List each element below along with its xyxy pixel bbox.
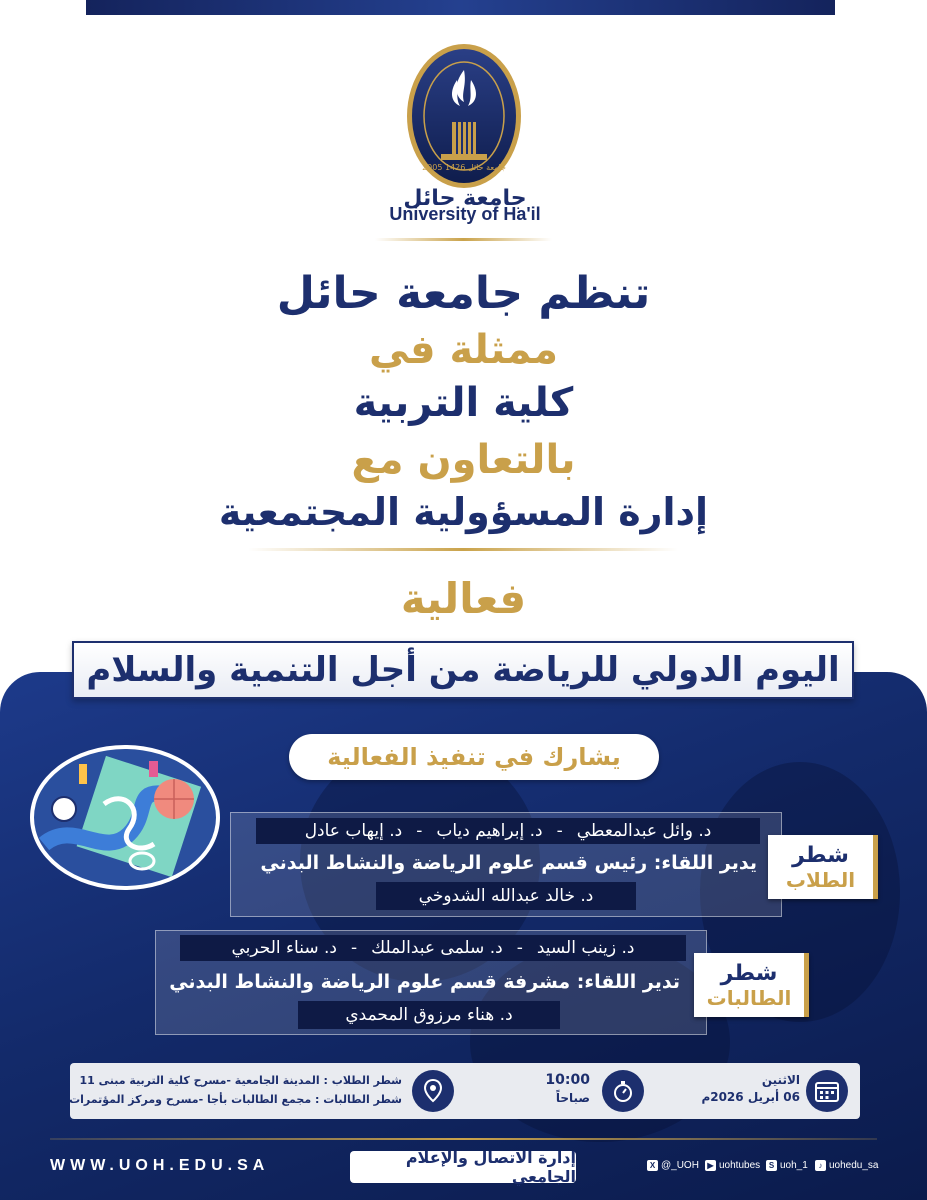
headline-represented: ممثلة في bbox=[368, 327, 559, 373]
participants-label: يشارك في تنفيذ الفعالية bbox=[289, 734, 659, 780]
male-moderator-line: يدير اللقاء: رئيس قسم علوم الرياضة والنشاط البدني bbox=[260, 852, 757, 874]
male-speakers-row bbox=[256, 818, 760, 844]
speaker-name: د. إبراهيم دياب bbox=[436, 821, 543, 841]
sports-illustration bbox=[30, 745, 220, 890]
top-banner-bar bbox=[86, 0, 835, 15]
location-female bbox=[69, 1091, 402, 1108]
location-female-label: شطر الطالبات : bbox=[315, 1093, 402, 1106]
location-female-value: مجمع الطالبات بأجا -مسرح ومركز المؤتمرات bbox=[69, 1093, 312, 1106]
youtube-icon: ▶ bbox=[705, 1160, 716, 1171]
speaker-separator: - bbox=[516, 938, 523, 958]
stopwatch-icon bbox=[602, 1070, 644, 1112]
speaker-separator: - bbox=[351, 938, 358, 958]
male-section-tag bbox=[768, 835, 878, 899]
speaker-name: د. سناء الحربي bbox=[231, 938, 337, 958]
university-name-en: University of Ha'il bbox=[389, 204, 541, 224]
headline-cooperation: بالتعاون مع bbox=[351, 437, 576, 483]
location-male-label: شطر الطلاب : bbox=[323, 1074, 402, 1087]
event-date: 06 أبريل 2026م bbox=[701, 1090, 800, 1104]
location-male-value: المدينة الجامعية -مسرح كلية التربية مبنى 11 bbox=[79, 1074, 320, 1087]
speaker-name: د. سلمى عبدالملك bbox=[371, 938, 503, 958]
speaker-name: د. إيهاب عادل bbox=[304, 821, 403, 841]
speaker-separator: - bbox=[556, 821, 563, 841]
university-name-ar: جامعة حائل bbox=[403, 186, 527, 211]
speaker-name: د. زينب السيد bbox=[536, 938, 635, 958]
social-tiktok[interactable] bbox=[815, 1160, 879, 1171]
social-x[interactable] bbox=[647, 1160, 699, 1171]
event-time: 10:00 bbox=[545, 1072, 590, 1088]
tag-line-1: شطر bbox=[792, 842, 849, 868]
female-moderator-line: تدير اللقاء: مشرفة قسم علوم الرياضة والنشاط البدني bbox=[169, 971, 680, 993]
speaker-name: د. وائل عبدالمعطي bbox=[576, 821, 712, 841]
seal-text: جامعة حائل 1426 2005 bbox=[422, 163, 506, 172]
calendar-icon bbox=[806, 1070, 848, 1112]
headline-department: إدارة المسؤولية المجتمعية bbox=[218, 490, 709, 534]
headline-divider bbox=[248, 548, 678, 551]
female-speakers-row bbox=[180, 935, 686, 961]
logo-divider bbox=[375, 238, 552, 241]
location-male bbox=[80, 1072, 402, 1089]
social-handle: uohtubes bbox=[719, 1160, 761, 1171]
social-snapchat[interactable] bbox=[766, 1160, 808, 1171]
x-icon: X bbox=[647, 1160, 658, 1171]
snapchat-icon: S bbox=[766, 1160, 777, 1171]
speaker-separator: - bbox=[416, 821, 423, 841]
social-handle: uohedu_sa bbox=[829, 1160, 879, 1171]
event-title-box: اليوم الدولي للرياضة من أجل التنمية والسلام bbox=[72, 641, 854, 699]
website-link[interactable]: WWW.UOH.EDU.SA bbox=[50, 1157, 270, 1174]
headline-college: كلية التربية bbox=[353, 380, 574, 426]
male-moderator-name: د. خالد عبدالله الشدوخي bbox=[376, 882, 636, 910]
social-handle: uoh_1 bbox=[780, 1160, 808, 1171]
female-section-tag bbox=[694, 953, 809, 1017]
event-day: الاثنين bbox=[761, 1073, 800, 1087]
university-logo bbox=[405, 42, 523, 190]
location-pin-icon bbox=[412, 1070, 454, 1112]
social-youtube[interactable] bbox=[705, 1160, 760, 1171]
social-handle: @_UOH bbox=[661, 1160, 699, 1171]
headline-organizer: تنظم جامعة حائل bbox=[276, 268, 651, 319]
tag-line-2: الطالبات bbox=[706, 985, 792, 1010]
department-name: إدارة الاتصال والإعلام الجامعي bbox=[350, 1151, 576, 1183]
tiktok-icon: ♪ bbox=[815, 1160, 826, 1171]
female-moderator-name: د. هناء مرزوق المحمدي bbox=[298, 1001, 560, 1029]
tag-line-2: الطلاب bbox=[785, 867, 856, 892]
activity-label: فعالية bbox=[400, 574, 527, 623]
footer-divider bbox=[50, 1138, 877, 1140]
event-period: صباحاً bbox=[555, 1091, 590, 1105]
tag-line-1: شطر bbox=[720, 960, 778, 986]
